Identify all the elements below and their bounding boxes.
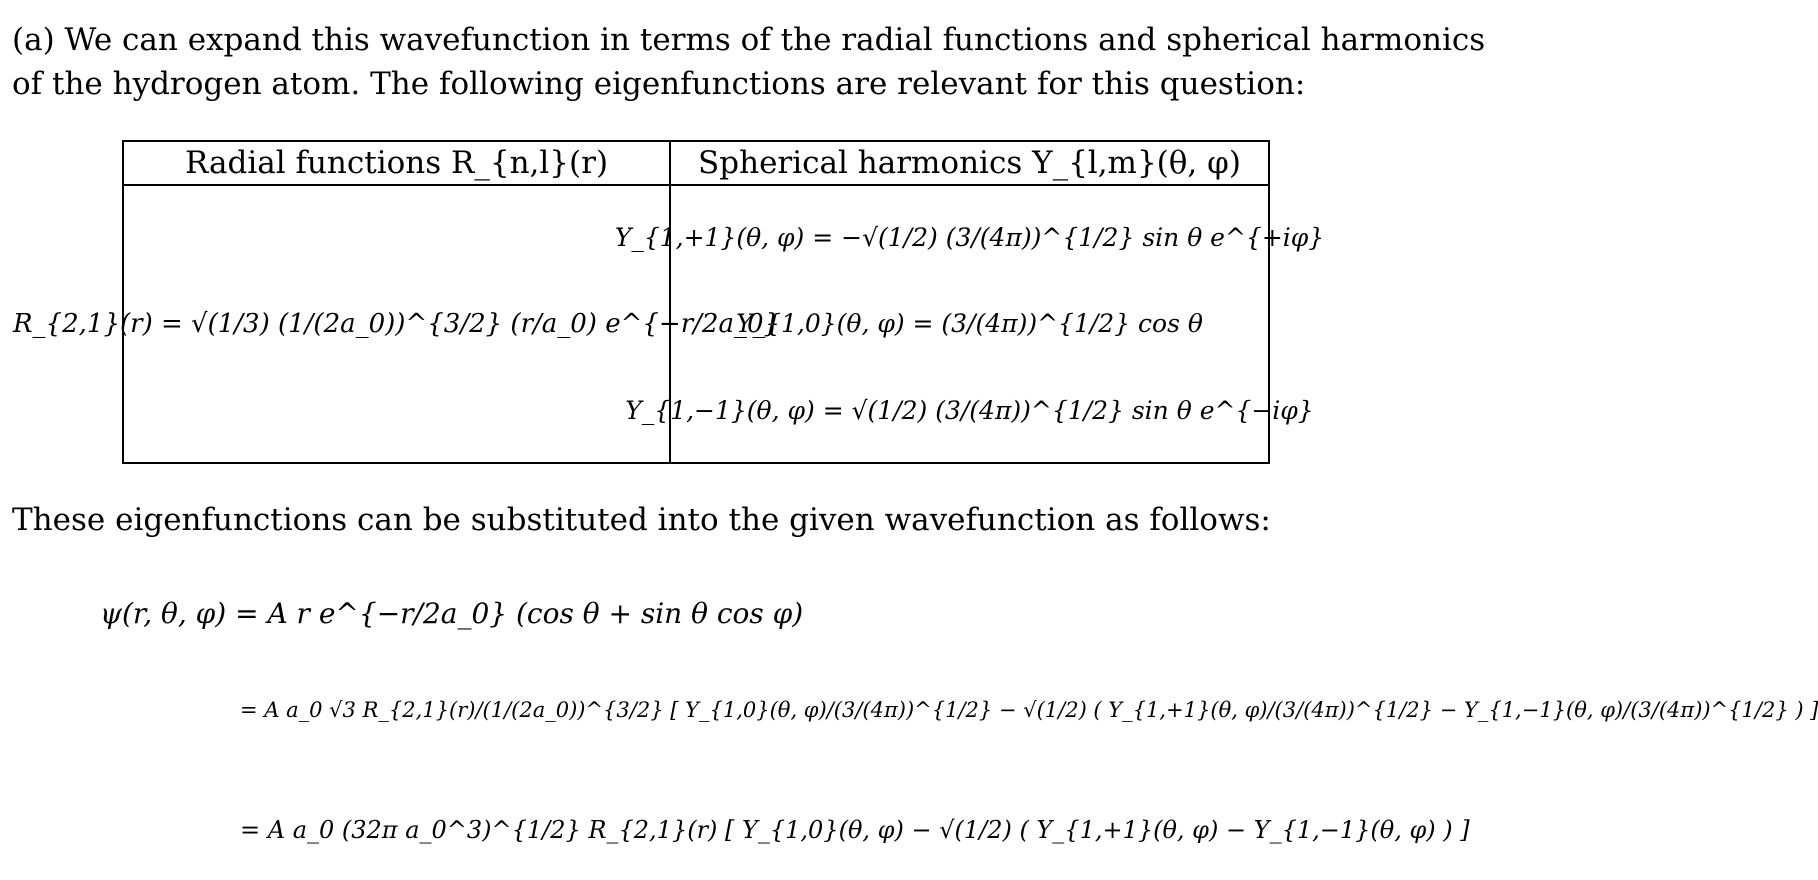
equation-line-1: ψ(r, θ, φ) = A r e^{−r/2a_0} (cos θ + sin θ cos φ) [100, 596, 804, 630]
substitution-paragraph: These eigenfunctions can be substituted into the given wavefunction as follows: [12, 502, 1271, 538]
harmonic-y10: Y_{1,0}(θ, φ) = (3/(4π))^{1/2} cos θ [736, 309, 1203, 339]
radial-function-cell [12, 186, 781, 462]
harmonics-cell [614, 186, 1325, 462]
intro-paragraph [12, 18, 1485, 106]
eigenfunction-table [12, 140, 1325, 464]
harmonic-y1m1: Y_{1,−1}(θ, φ) = √(1/2) (3/(4π))^{1/2} sin θ e^{−iφ} [625, 396, 1314, 426]
radial-function-r21: R_{2,1}(r) = √(1/3) (1/(2a_0))^{3/2} (r/a_0) e^{−r/2a_0} [12, 309, 781, 339]
harmonic-y1p1: Y_{1,+1}(θ, φ) = −√(1/2) (3/(4π))^{1/2} sin θ e^{+iφ} [614, 222, 1325, 252]
equation-line-3: = A a_0 (32π a_0^3)^{1/2} R_{2,1}(r) [ Y_{1,0}(θ, φ) − √(1/2) ( Y_{1,+1}(θ, φ) − Y_{1,−1}(θ, φ) ) ] [240, 816, 1470, 844]
radial-header-text: Radial functions R_{n,l}(r) [184, 145, 609, 181]
table-header-radial [124, 142, 669, 184]
equation-line-2: = A a_0 √3 R_{2,1}(r)/(1/(2a_0))^{3/2} [ Y_{1,0}(θ, φ)/(3/(4π))^{1/2} − √(1/2) ( Y_{1,+1}(θ, φ)/(3/(4π))^{1/2} − Y_{1,−1}(θ, φ)/(3/(4π))^{1/2} ) ] [240, 698, 1818, 722]
harmonics-header-text: Spherical harmonics Y_{l,m}(θ, φ) [698, 145, 1241, 181]
intro-line-1: (a) We can expand this wavefunction in terms of the radial functions and spherical harmonics [12, 22, 1486, 58]
intro-line-2: of the hydrogen atom. The following eigenfunctions are relevant for this question: [12, 66, 1306, 102]
table-header-harmonics [671, 142, 1268, 184]
